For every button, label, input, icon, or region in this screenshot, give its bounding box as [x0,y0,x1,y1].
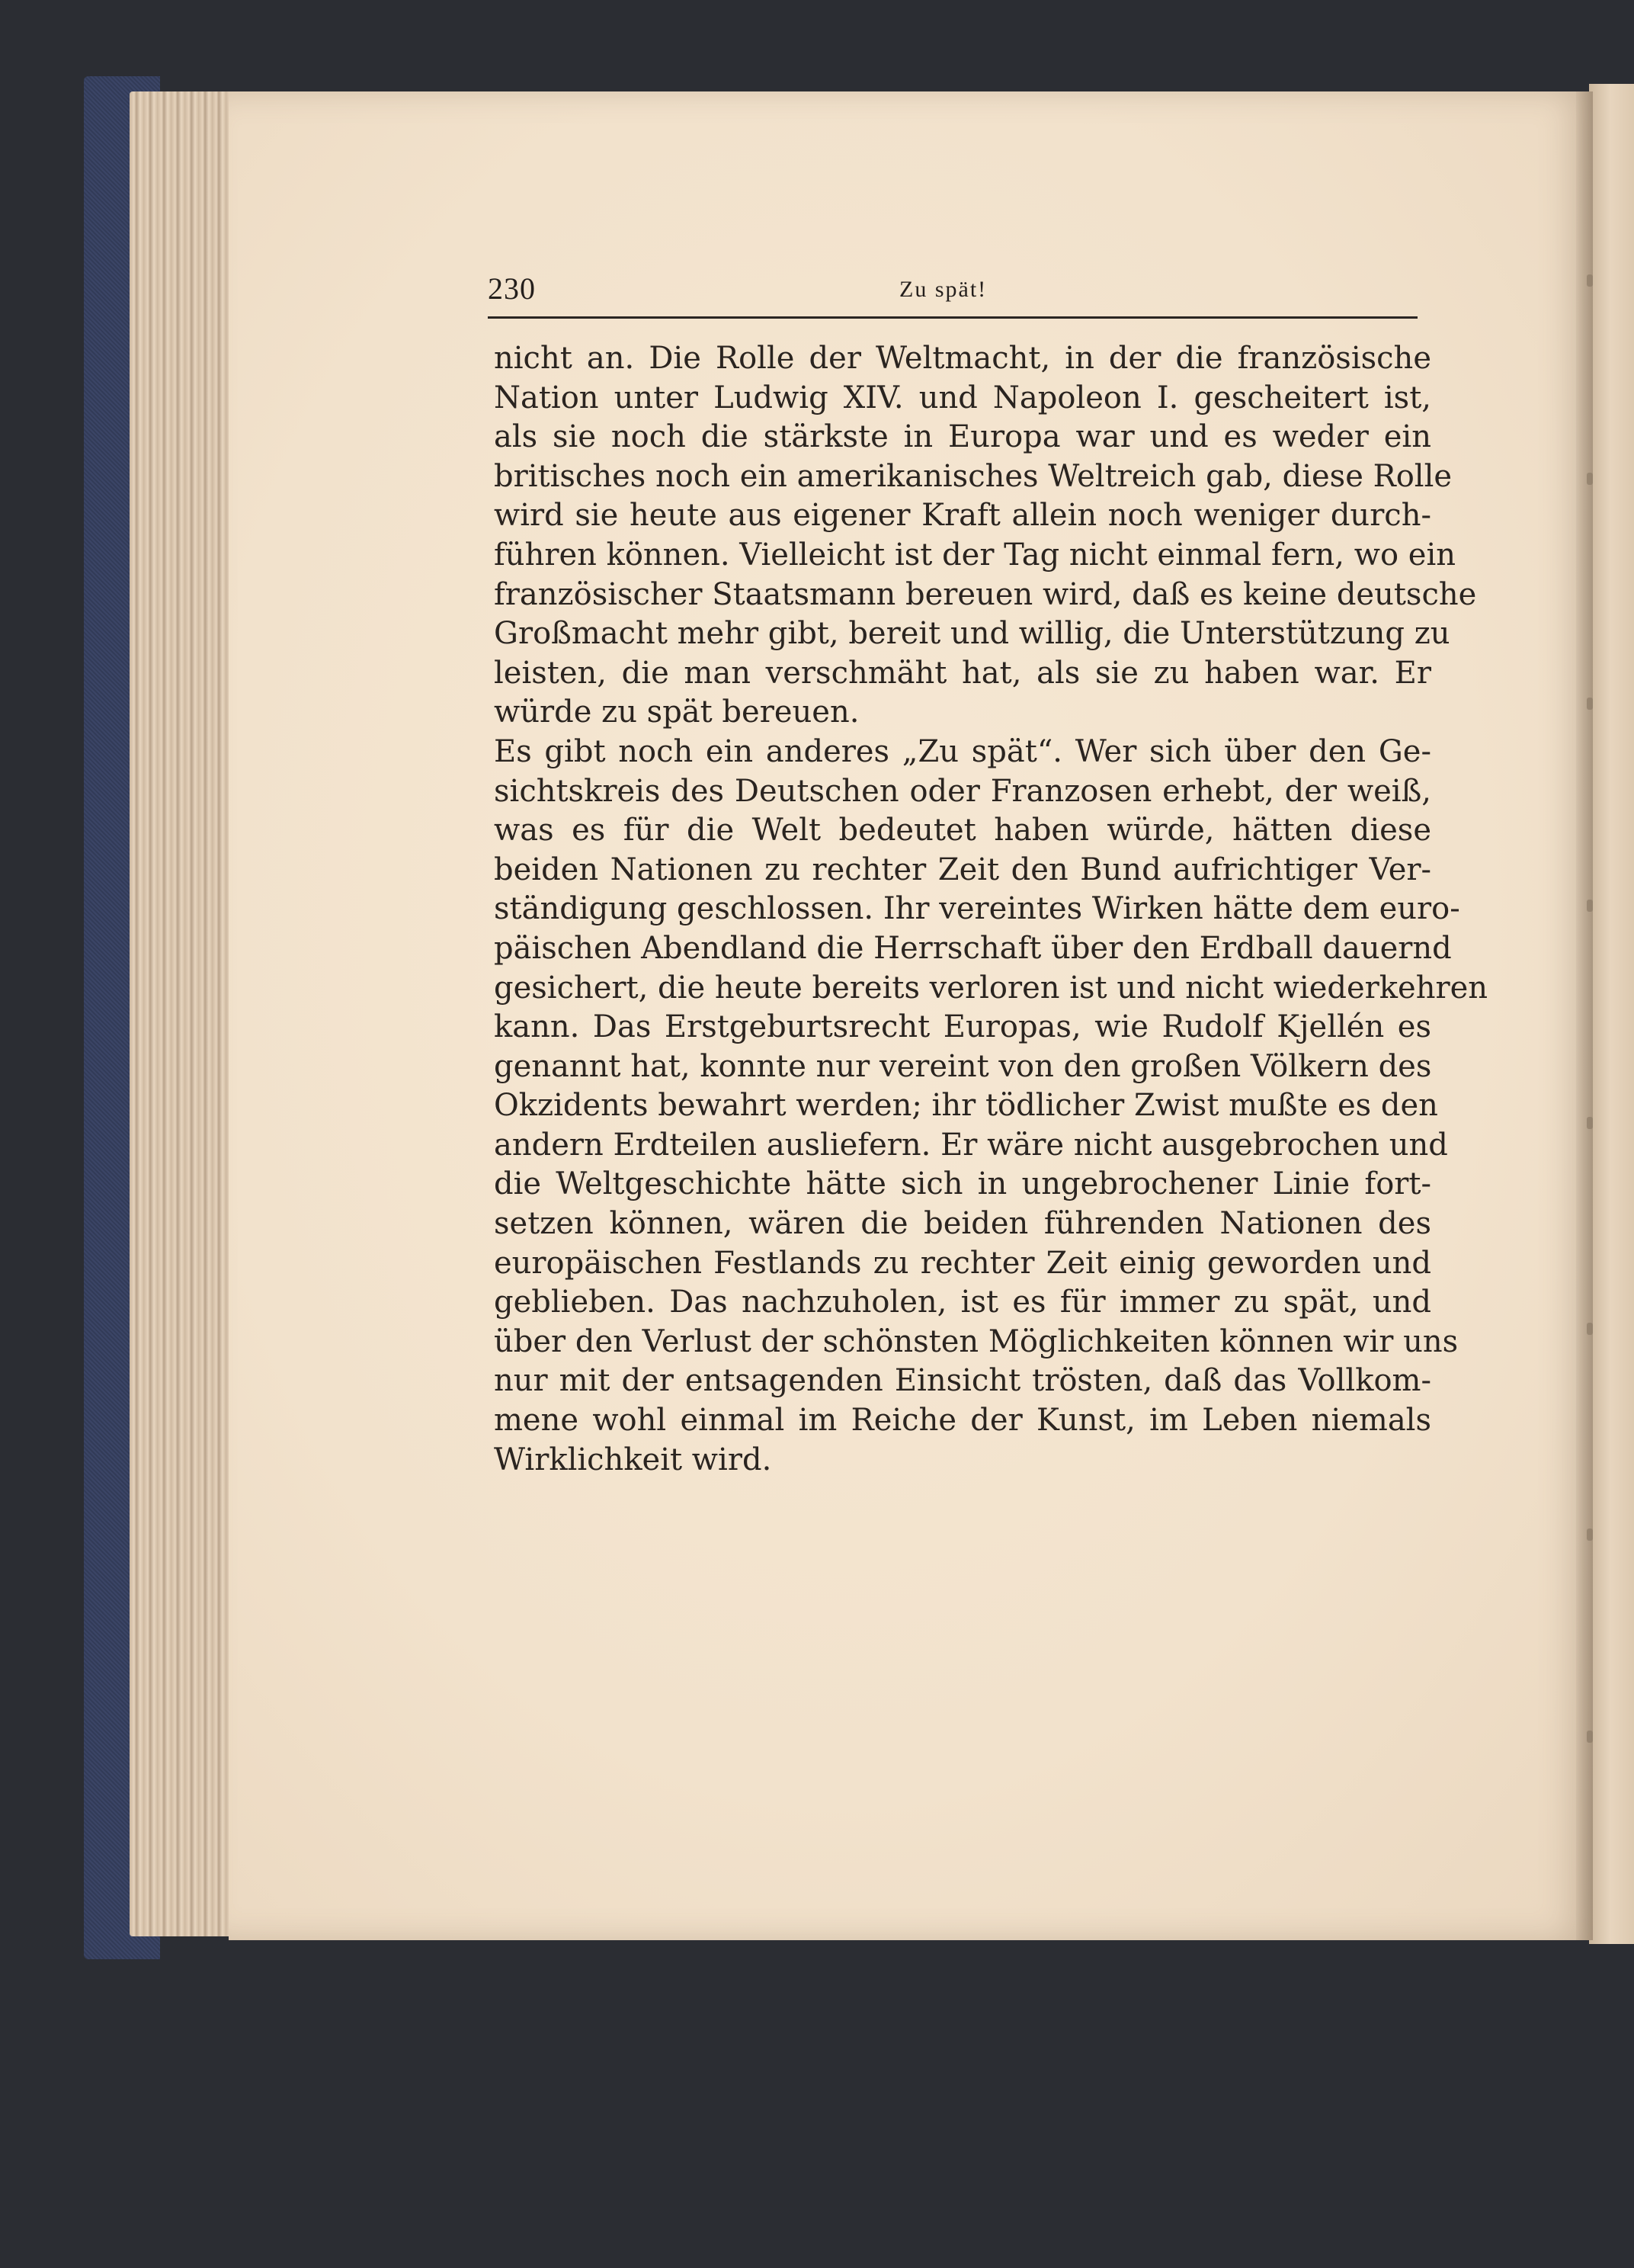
paragraph-2 [494,733,1488,1480]
text-line: würde zu spät bereuen. [494,695,860,730]
text-line: setzen können, wären die beiden führenden Nationen des [494,1206,1431,1242]
text-line: Wirklichkeit wird. [494,1442,772,1477]
edge-mark [1587,473,1593,485]
text-line: geblieben. Das nachzuholen, ist es für immer zu spät, und [494,1285,1431,1320]
edge-mark [1587,1323,1593,1335]
edge-mark [1587,698,1593,710]
running-head [488,271,1418,319]
text-line: führen können. Vielleicht ist der Tag nicht einmal fern, wo ein [494,537,1456,573]
edge-mark [1587,1731,1593,1743]
text-line: kann. Das Erstgeburtsrecht Europas, wie Rudolf Kjellén es [494,1009,1431,1045]
page-number: 230 [488,271,536,306]
running-title: Zu spät! [899,277,988,302]
text-line: Okzidents bewahrt werden; ihr tödlicher Zwist mußte es den [494,1088,1438,1124]
page-edges [130,91,244,1936]
text-line: Es gibt noch ein anderes „Zu spät“. Wer sich über den Ge- [494,733,1431,769]
text-line: die Weltgeschichte hätte sich in ungebrochener Linie fort- [494,1166,1431,1202]
text-line: was es für die Welt bedeutet haben würde, hätten diese [494,813,1431,848]
facing-page-edge [1589,84,1634,1944]
text-line: nicht an. Die Rolle der Weltmacht, in der die französische [494,341,1431,376]
paragraph-1 [494,339,1477,733]
text-line: leisten, die man verschmäht hat, als sie zu haben war. Er [494,655,1431,691]
text-line: nur mit der entsagenden Einsicht trösten, daß das Vollkom- [494,1363,1431,1399]
text-line: über den Verlust der schönsten Möglichkeiten können wir uns [494,1323,1459,1359]
text-line: französischer Staatsmann bereuen wird, daß es keine deutsche [494,576,1477,612]
text-line: mene wohl einmal im Reiche der Kunst, im Leben niemals [494,1403,1431,1439]
text-line: ständigung geschlossen. Ihr vereintes Wirken hätte dem euro- [494,891,1460,927]
text-line: Nation unter Ludwig XIV. und Napoleon I. gescheitert ist, [494,380,1431,415]
text-line: sichtskreis des Deutschen oder Franzosen erhebt, der weiß, [494,773,1431,809]
text-line: beiden Nationen zu rechter Zeit den Bund aufrichtiger Ver- [494,852,1431,887]
edge-mark [1587,274,1593,287]
text-line: Großmacht mehr gibt, bereit und willig, die Unterstützung zu [494,616,1450,652]
text-line: britisches noch ein amerikanisches Weltreich gab, diese Rolle [494,458,1453,494]
body-text [494,339,1488,1480]
text-line: päischen Abendland die Herrschaft über den Erdball dauernd [494,930,1452,966]
binding-shadow [1576,91,1593,1940]
edge-mark [1587,1117,1593,1129]
text-line: genannt hat, konnte nur vereint von den großen Völkern des [494,1048,1432,1084]
text-line: gesichert, die heute bereits verloren ist und nicht wiederkehren [494,970,1488,1006]
edge-mark [1587,1529,1593,1541]
text-line: europäischen Festlands zu rechter Zeit einig geworden und [494,1245,1431,1281]
text-line: als sie noch die stärkste in Europa war und es weder ein [494,419,1431,455]
text-line: andern Erdteilen ausliefern. Er wäre nicht ausgebrochen und [494,1127,1448,1163]
text-line: wird sie heute aus eigener Kraft allein noch weniger durch- [494,498,1431,534]
edge-mark [1587,900,1593,912]
